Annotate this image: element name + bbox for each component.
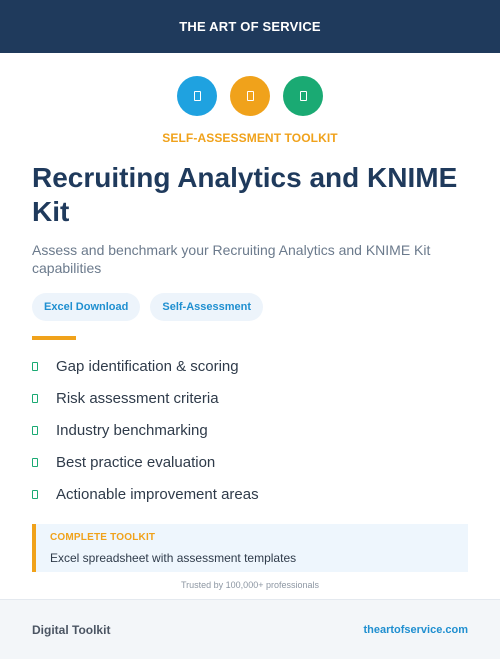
header-bar: [0, 0, 500, 53]
feature-text: Industry benchmarking: [56, 421, 208, 439]
document-icon: [283, 76, 323, 116]
checkbox-icon: [32, 362, 38, 371]
trust-note: Trusted by 100,000+ professionals: [180, 580, 319, 590]
accent-divider: [32, 336, 76, 340]
document-icon: [230, 76, 270, 116]
checkbox-icon: [32, 458, 38, 467]
page-subtitle: Assess and benchmark your Recruiting Analytics and KNIME Kit capabilities: [32, 242, 431, 276]
feature-text: Actionable improvement areas: [56, 485, 259, 503]
feature-item: [32, 414, 468, 446]
icon-row: [0, 76, 500, 116]
eyebrow-label: SELF-ASSESSMENT TOOLKIT: [162, 131, 338, 145]
feature-item: [32, 350, 468, 382]
checkbox-icon: [32, 426, 38, 435]
feature-item: [32, 478, 468, 510]
website-link[interactable]: theartofservice.com: [363, 623, 468, 636]
brand-name: THE ART OF SERVICE: [179, 19, 321, 34]
tag-self-assessment: Self-Assessment: [150, 293, 263, 321]
feature-text: Risk assessment criteria: [56, 389, 219, 407]
feature-item: [32, 446, 468, 478]
page-title: Recruiting Analytics and KNIME Kit: [32, 162, 458, 227]
footer-bar: [0, 599, 500, 659]
document-icon: [177, 76, 217, 116]
toolkit-callout: [32, 524, 468, 572]
footer-label: Digital Toolkit: [32, 622, 111, 637]
feature-text: Gap identification & scoring: [56, 357, 239, 375]
callout-label: COMPLETE TOOLKIT: [50, 532, 156, 543]
callout-text: Excel spreadsheet with assessment templates: [50, 551, 297, 565]
checkbox-icon: [32, 490, 38, 499]
checkbox-icon: [32, 394, 38, 403]
feature-list: [32, 350, 468, 510]
tag-excel-download: Excel Download: [32, 293, 140, 321]
feature-text: Best practice evaluation: [56, 453, 216, 471]
feature-item: [32, 382, 468, 414]
tag-row: [32, 293, 468, 321]
